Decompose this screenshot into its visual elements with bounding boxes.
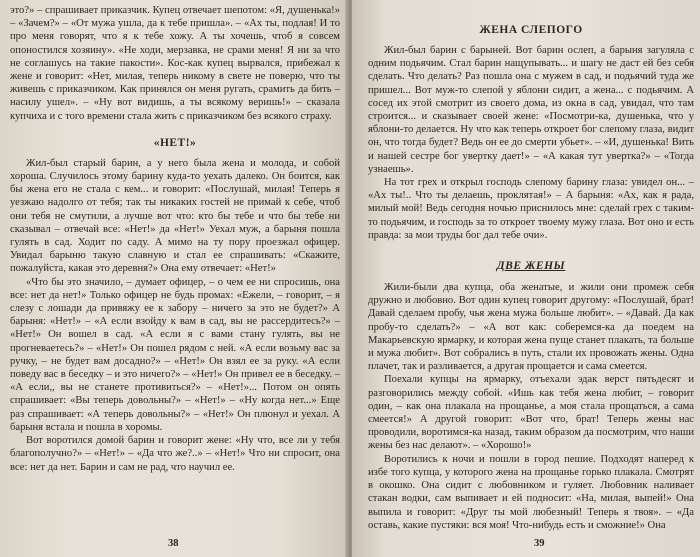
page-number-left: 38 [168, 538, 179, 549]
paragraph: Поехали купцы на ярмарку, отъехали эдак верст пятьдесят и разговорились между собой. «Ишь как тебя жена любит, – говорит один, – как она плакала на прощанье, а моя стала прощаться, а сама смеется!» А другой говорит: «Вот что, брат! Теперь жены нас проводили, воротимся-ка назад, таким образом да посмотрим, что наши жены без нас делают». – «Хорошо!» [368, 374, 694, 452]
left-page [0, 0, 348, 557]
paragraph: Жили-были два купца, оба женатые, и жили они промеж себя дружно и любовно. Вот один купец говорит другому: «Послушай, брат! Давай сделаем пробу, чья жена мужа больше любит». – «Давай. Да как пробу-то сделать?» – «А вот как: соберемся-ка да поедем на Макарьевскую ярмарку, и которая жена пуще станет плакать, та больше и мужа любит». Вот собрались в путь, стали их провожать жены. Одна плачет, так и разливается, а другая прощается и сама смеется. [368, 282, 694, 373]
story-title-blind-wife: ЖЕНА СЛЕПОГО [479, 24, 583, 36]
paragraph: Воротились к ночи и пошли в город пешие. Подходят наперед к избе того купца, у которого жена на прощанье горько плакала. Смотрят в окошко. Она сидит с любовником и гуляет. Любовник наливает стакан водки, сам выпивает и ей подносит: «На, милая, выпей!» Она выпила и говорит: «Друг ты мой любезный! Теперь я твоя». – «Да оставь, какие пустяки: вся моя! Что-нибудь есть и сможние!» Она [368, 453, 694, 531]
right-page [352, 0, 700, 557]
paragraph: Жил-был старый барин, а у него была жена и молода, и собой хороша. Случилось этому барину куда-то уехать далеко. Он боится, как бы жена его не стала с кем... и говорит: «Послушай, милая! Теперь я уезжаю надолго от тебя; так ты никаких гостей не примай к себе, чтоб они тебя не смутили, а лучше вот что: кто бы тебе и что бы тебе ни сказывал – отвечай все: «Нет!» да «Нет!» Уехал муж, а барыня пошла гулять в сад. Ходит по саду. А мимо на ту пору проезжал офицер. Увидал барыню такую славную и стал ее спрашивать: «Скажите, пожалуйста, какая это деревня?» Она ему отвечает: «Нет!» [10, 157, 340, 275]
intro-paragraph: это?» – спрашивает приказчик. Купец отвечает шепотом: «Я, душенька!» – «Зачем?» – «От мужа ушла, да к тебе пришла». – «Ах ты, подлая! И то про меня говорят, что я к тебе хожу. А ты хочешь, чтоб я совсем опоностился хозяину». «Не ходи, мерзавка, не срами меня! Я ни за что не соглашусь на такие пакости». Кос-как купец вырвался, прибежал к жене и говорит: «Нет, милая, теперь никому в свете не поверю, что ты живешь с приказчиком. Как принялся он меня ругать, срамить да бить – насилу ушел». – «Ну вот видишь, а ты всякому веришь!» – сказала купчиха и с того времени стала жить с приказчиком без всякого страху. [10, 5, 340, 122]
paragraph: «Что бы это значило, – думает офицер, – о чем ее ни спросишь, она все: нет да нет!» Только офицер не будь промах: «Ежели, – говорит, – я слезу с лошади да привяжу ее к забору – ничего за это не будет?» А барыня: «Нет!» – «А если взойду к вам в сад, вы не рассердитесь?» – «Нет!» Он вошел в сад. «А если я с вами стану гулять, вы не прогневаетесь?» – «Нет!» Он пошел рядом с ней. «А если возьму вас за ручку, – не будет вам досадно?» – «Нет!» Он взял ее за руку. «А если поведу вас в беседку – и это ничего?» – «Нет!» Он привел ее в беседку. – «А если,, вы не станете противиться?» – «Нет!»... Потом он опять спрашивает: «Вы теперь довольны?» – «Нет!» – «Ну когда нет...» Еще раз спрашивает: «А теперь довольны?» – «Нет!» Он плюнул и уехал. А барыня встала и пошла в хоромы. [10, 276, 340, 433]
story-title-two-wives: ДВЕ ЖЕНЫ [496, 260, 566, 273]
paragraph: На тот грех и открыл господь слепому барину глаза: увидел он... – «Ах ты!.. Что ты делаешь, проклятая!» – А барыня: «Ах, как я рада, милый мой! Ведь сегодня ночью приснилось мне: сделай грех с таким-то подьячим, и господь за то откроет твоему мужу глаза. Вот оно и есть правда: за мои труды бог дал тебе очи». [368, 177, 694, 241]
paragraph: Жил-был барин с барыней. Вот барин ослеп, а барыня загуляла с одним подьячим. Стал барин нащупывать... и шагу не даст ей без себя сделать. Что делать? Раз пошла она с мужем в сад, и подьячий туда же пришел... Вот муж-то слепой у яблони сидит, а жена... с подьячим. А сосед их этой смотрит из своего дома, из окна в сад, увидал, что там строится... и сказывает своей жене: «Посмотри-ка, душенька, что у яблони-то делается. Ну что как теперь откроет бог слепому глаза, видит он, что тогда будет? Ведь он ее до смерти убьет». – «И, душенька! Вить и нашей сестре бог увертку дает!» – «А какая тут увертка?» – «Тогда узнаешь». [368, 45, 694, 175]
story-title-nyet: «НЕТ!» [153, 136, 197, 149]
paragraph: Вот воротился домой барин и говорит жене: «Ну что, все ли у тебя благополучно?» – «Нет!» – «Да что же?..» – «Нет!» Что ни спросит, она все: нет да нет. Барин и сам не рад, что научил ее. [10, 435, 340, 473]
page-number-right: 39 [534, 538, 545, 549]
